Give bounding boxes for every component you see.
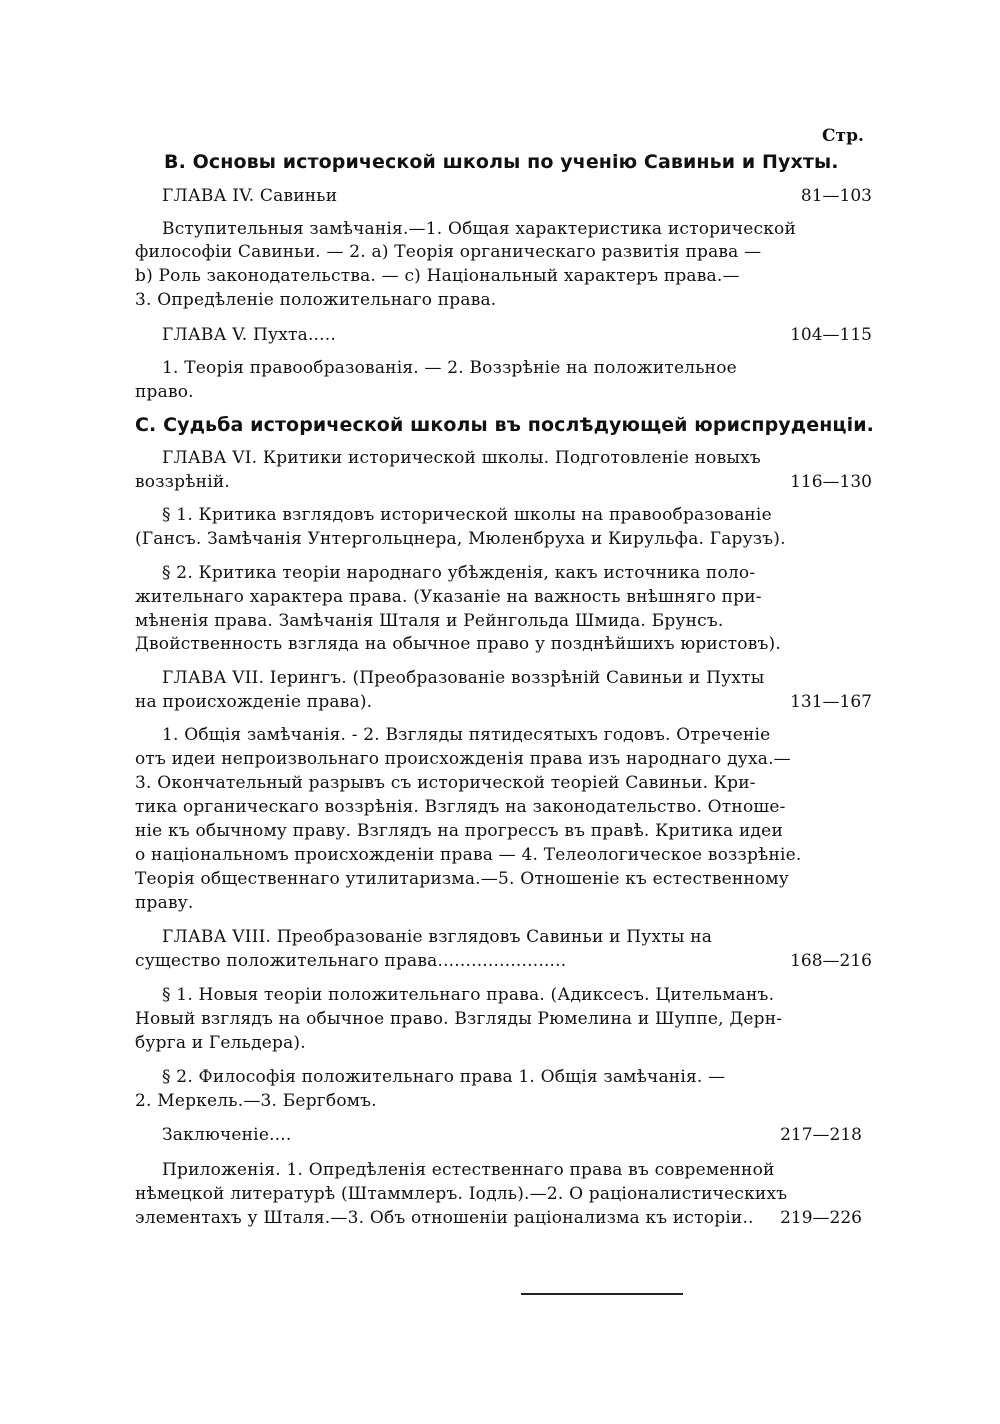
chapter-7-desc-line: отъ идеи непроизвольнаго происхожденiя права изъ народнаго духа.—	[135, 749, 791, 769]
appendix-line: Приложенiя. 1. Опредѣленiя естественнаго права въ современной	[162, 1160, 775, 1180]
chapter-7-desc-line: о нацiональномъ происхожденiи права — 4. Телеологическое воззрѣнiе.	[135, 845, 802, 865]
section-b-heading: B. Основы исторической школы по ученiю Савиньи и Пухты.	[164, 151, 839, 173]
chapter-8-par2-line: 2. Меркель.—3. Бергбомъ.	[135, 1091, 377, 1111]
chapter-8-title-line: существо положительнаго права.......................	[135, 951, 567, 971]
chapter-7-title-line: ГЛАВА VII. Iерингъ. (Преобразованiе воззрѣнiй Савиньи и Пухты	[162, 668, 765, 688]
chapter-8-par1-line: Новый взглядъ на обычное право. Взгляды Рюмелина и Шуппе, Дерн-	[135, 1009, 783, 1029]
closing-rule	[521, 1293, 683, 1295]
chapter-4-desc-line: 3. Опредѣленiе положительнаго права.	[135, 290, 497, 310]
chapter-8-title-line: ГЛАВА VIII. Преобразованiе взглядовъ Савиньи и Пухты на	[162, 927, 713, 947]
page-column-label: Стр.	[822, 126, 864, 146]
section-c-heading: C. Судьба исторической школы въ послѣдующей юриспруденцiи.	[135, 414, 874, 436]
chapter-4-title: ГЛАВА IV. Савиньи	[162, 186, 338, 206]
chapter-8-par2-line: § 2. Философiя положительнаго права 1. Общiя замѣчанiя. —	[162, 1067, 726, 1087]
conclusion-pages: 217—218	[780, 1125, 862, 1145]
chapter-6-par1-line: § 1. Критика взглядовъ исторической школы на правообразованiе	[162, 505, 772, 525]
chapter-8-par1-line: бурга и Гельдера).	[135, 1033, 306, 1053]
chapter-7-desc-line: 3. Окончательный разрывъ съ исторической теорiей Савиньи. Кри-	[135, 773, 756, 793]
chapter-7-pages: 131—167	[790, 692, 872, 712]
appendix-line: элементахъ у Шталя.—3. Объ отношенiи рацiонализма къ исторiи..	[135, 1208, 754, 1228]
chapter-6-par2-line: Двойственность взгляда на обычное право у позднѣйшихъ юристовъ).	[135, 634, 781, 654]
chapter-5-pages: 104—115	[790, 325, 872, 345]
chapter-8-pages: 168—216	[790, 951, 872, 971]
chapter-7-desc-line: праву.	[135, 893, 194, 913]
chapter-6-title-line: ГЛАВА VI. Критики исторической школы. Подготовленiе новыхъ	[162, 448, 761, 468]
chapter-6-title-line: воззрѣнiй.	[135, 472, 230, 492]
chapter-7-desc-line: Теорiя общественнаго утилитаризма.—5. Отношенiе къ естественному	[135, 869, 789, 889]
chapter-7-desc-line: 1. Общiя замѣчанiя. - 2. Взгляды пятидесятыхъ годовъ. Отреченiе	[162, 725, 771, 745]
chapter-7-desc-line: тика органическаго воззрѣнiя. Взглядъ на законодательство. Отноше-	[135, 797, 786, 817]
chapter-7-desc-line: нiе къ обычному праву. Взглядъ на прогрессъ въ правѣ. Критика идеи	[135, 821, 783, 841]
chapter-8-par1-line: § 1. Новыя теорiи положительнаго права. (Адиксесъ. Цительманъ.	[162, 985, 775, 1005]
chapter-4-desc-line: Вступительныя замѣчанiя.—1. Общая характеристика исторической	[162, 219, 796, 239]
chapter-5-desc-line: 1. Теорiя правообразованiя. — 2. Воззрѣнiе на положительное	[162, 358, 737, 378]
chapter-5-desc-line: право.	[135, 382, 194, 402]
chapter-6-par1-line: (Гансъ. Замѣчанiя Унтергольцнера, Мюленбруха и Кирульфа. Гарузъ).	[135, 529, 786, 549]
appendix-line: нѣмецкой литературѣ (Штаммлеръ. Iодль).—2. О рацiоналистическихъ	[135, 1184, 788, 1204]
chapter-6-par2-line: жительнаго характера права. (Указанiе на важность внѣшняго при-	[135, 587, 762, 607]
chapter-5-title: ГЛАВА V. Пухта.....	[162, 325, 336, 345]
chapter-6-par2-line: § 2. Критика теорiи народнаго убѣжденiя, какъ источника поло-	[162, 563, 756, 583]
chapter-6-pages: 116—130	[790, 472, 872, 492]
conclusion-title: Заключенiе....	[162, 1125, 292, 1145]
chapter-7-title-line: на происхожденiе права).	[135, 692, 373, 712]
chapter-6-par2-line: мѣненiя права. Замѣчанiя Шталя и Рейнгольда Шмида. Брунсъ.	[135, 611, 724, 631]
chapter-4-desc-line: философiи Савиньи. — 2. a) Теорiя органическаго развитiя права —	[135, 242, 762, 262]
chapter-4-pages: 81—103	[800, 186, 872, 206]
chapter-4-desc-line: b) Роль законодательства. — c) Нацiональный характеръ права.—	[135, 266, 740, 286]
appendix-pages: 219—226	[780, 1208, 862, 1228]
